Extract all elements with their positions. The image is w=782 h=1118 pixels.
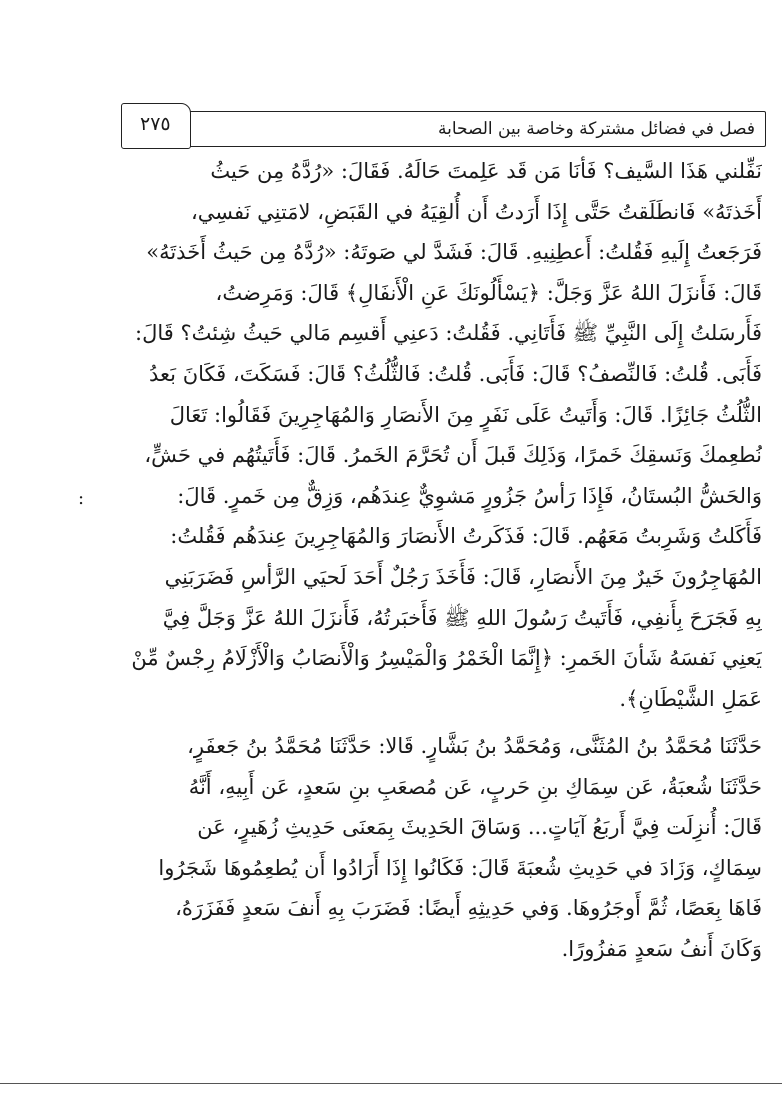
text-line: حَدَّثَنَا مُحَمَّدُ بنُ المُثَنَّى، وَمُحَمَّدُ بنُ بَشَّارٍ. قَالا: حَدَّثَنَا مُحَمَّدُ بنُ جَعفَرٍ، (187, 734, 762, 758)
text-line: حَدَّثَنَا شُعبَةُ، عَن سِمَاكِ بنِ حَربٍ، عَن مُصعَبِ بنِ سَعدٍ، عَن أَبِيهِ، أَنَّهُ (188, 774, 762, 799)
running-header (128, 111, 766, 147)
text-line: بِهِ فَجَرَحَ بِأَنفِي، فَأَتَيتُ رَسُولَ اللهِ ﷺ فَأَخبَرتُهُ، فَأَنزَلَ اللهُ عَزَّ وَجَلَّ فِيَّ (162, 605, 762, 630)
text-line: نَفِّلني هَذَا السَّيف؟ فَأنَا مَن قَد عَلِمتَ حَالَهُ. فَقَالَ: «رُدَّهُ مِن حَيثُ (210, 159, 762, 183)
text-line: عَمَلِ الشَّيْطَانِ﴾. (619, 686, 762, 711)
text-line: قَالَ: أُنزِلَت فِيَّ أَربَعُ آيَاتٍ... وَسَاقَ الحَدِيثَ بِمَعنَى حَدِيثِ زُهَيرٍ، عَن (197, 815, 762, 840)
paragraph-1 (122, 151, 762, 719)
margin-mark: : (78, 488, 85, 509)
page-number: ٢٧٥ (140, 113, 171, 135)
text-line: فَأَرسَلتُ إِلَى النَّبِيِّ ﷺ فَأَتَانِي. فَقُلتُ: دَعنِي أَقسِم مَالي حَيثُ شِئتُ؟ قَالَ: (135, 321, 762, 346)
text-line: فَرَجَعتُ إِلَيهِ فَقُلتُ: أَعطِنِيهِ. قَالَ: فَشَدَّ لي صَوتَهُ: «رُدَّهُ مِن حَيثُ أَخَذتَهُ» (146, 240, 762, 265)
text-line: فَاهَا بِعَصًا، ثُمَّ أَوجَرُوهَا. وَفي حَدِيثِهِ أَيضًا: فَضَرَبَ بِهِ أَنفَ سَعدٍ فَفَزَرَهُ، (175, 896, 762, 921)
chapter-title: فصل في فضائل مشتركة وخاصة بين الصحابة (438, 119, 755, 139)
text-line: يَعنِي نَفسَهُ شَأنَ الخَمرِ: ﴿إِنَّمَا الْخَمْرُ وَالْمَيْسِرُ وَالْأَنصَابُ وَالْأَزْلَامُ رِجْسٌ مِّنْ (131, 646, 762, 671)
text-line: وَالحَشُّ البُستَانُ، فَإِذَا رَأسُ جَزُورٍ مَشوِيٌّ عِندَهُم، وَزِقٌّ مِن خَمرٍ. قَالَ: (177, 483, 762, 508)
text-line: سِمَاكٍ، وَزَادَ في حَدِيثِ شُعبَةَ قَالَ: فَكَانُوا إِذَا أَرَادُوا أَن يُطعِمُوهَا شَجَرُوا (158, 855, 762, 880)
text-line: فَأَكَلتُ وَشَرِبتُ مَعَهُم. قَالَ: فَذَكَرتُ الأَنصَارَ وَالمُهَاجِرِينَ عِندَهُم فَقُلتُ: (170, 524, 762, 549)
text-line: المُهَاجِرُونَ خَيرٌ مِنَ الأَنصَارِ، قَالَ: فَأَخَذَ رَجُلٌ أَحَدَ لَحيَي الرَّأسِ فَضَرَبَنِي (164, 564, 762, 589)
text-line: أَخَذتَهُ» فَانطَلَقتُ حَتَّى إِذَا أَرَدتُ أَن أُلقِيَهُ في القَبَضِ، لامَتنِي نَفسِي، (190, 199, 762, 224)
page-number-box (121, 103, 191, 149)
bottom-rule (0, 1083, 782, 1084)
text-line: قَالَ: فَأَنزَلَ اللهُ عَزَّ وَجَلَّ: ﴿يَسْأَلُونَكَ عَنِ الْأَنفَالِ﴾ قَالَ: وَمَرِضتُ، (215, 280, 762, 305)
text-line: نُطعِمكَ وَنَسقِكَ خَمرًا، وَذَلِكَ قَبلَ أَن تُحَرَّمَ الخَمرُ. قَالَ: فَأَتَيتُهُم في حَشٍّ، (144, 443, 762, 468)
text-line: وَكَانَ أَنفُ سَعدٍ مَفزُورًا. (561, 936, 762, 961)
text-line: فَأَبَى. قُلتُ: فَالنِّصفُ؟ قَالَ: فَأَبَى. قُلتُ: فَالثُّلُثُ؟ قَالَ: فَسَكَتَ، فَكَانَ بَعدُ (149, 361, 762, 386)
text-line: الثُّلُثُ جَائِزًا. قَالَ: وَأَتَيتُ عَلَى نَفَرٍ مِنَ الأَنصَارِ وَالمُهَاجِرِينَ فَقَالُوا: تَعَالَ (169, 402, 762, 427)
paragraph-2 (122, 726, 762, 970)
